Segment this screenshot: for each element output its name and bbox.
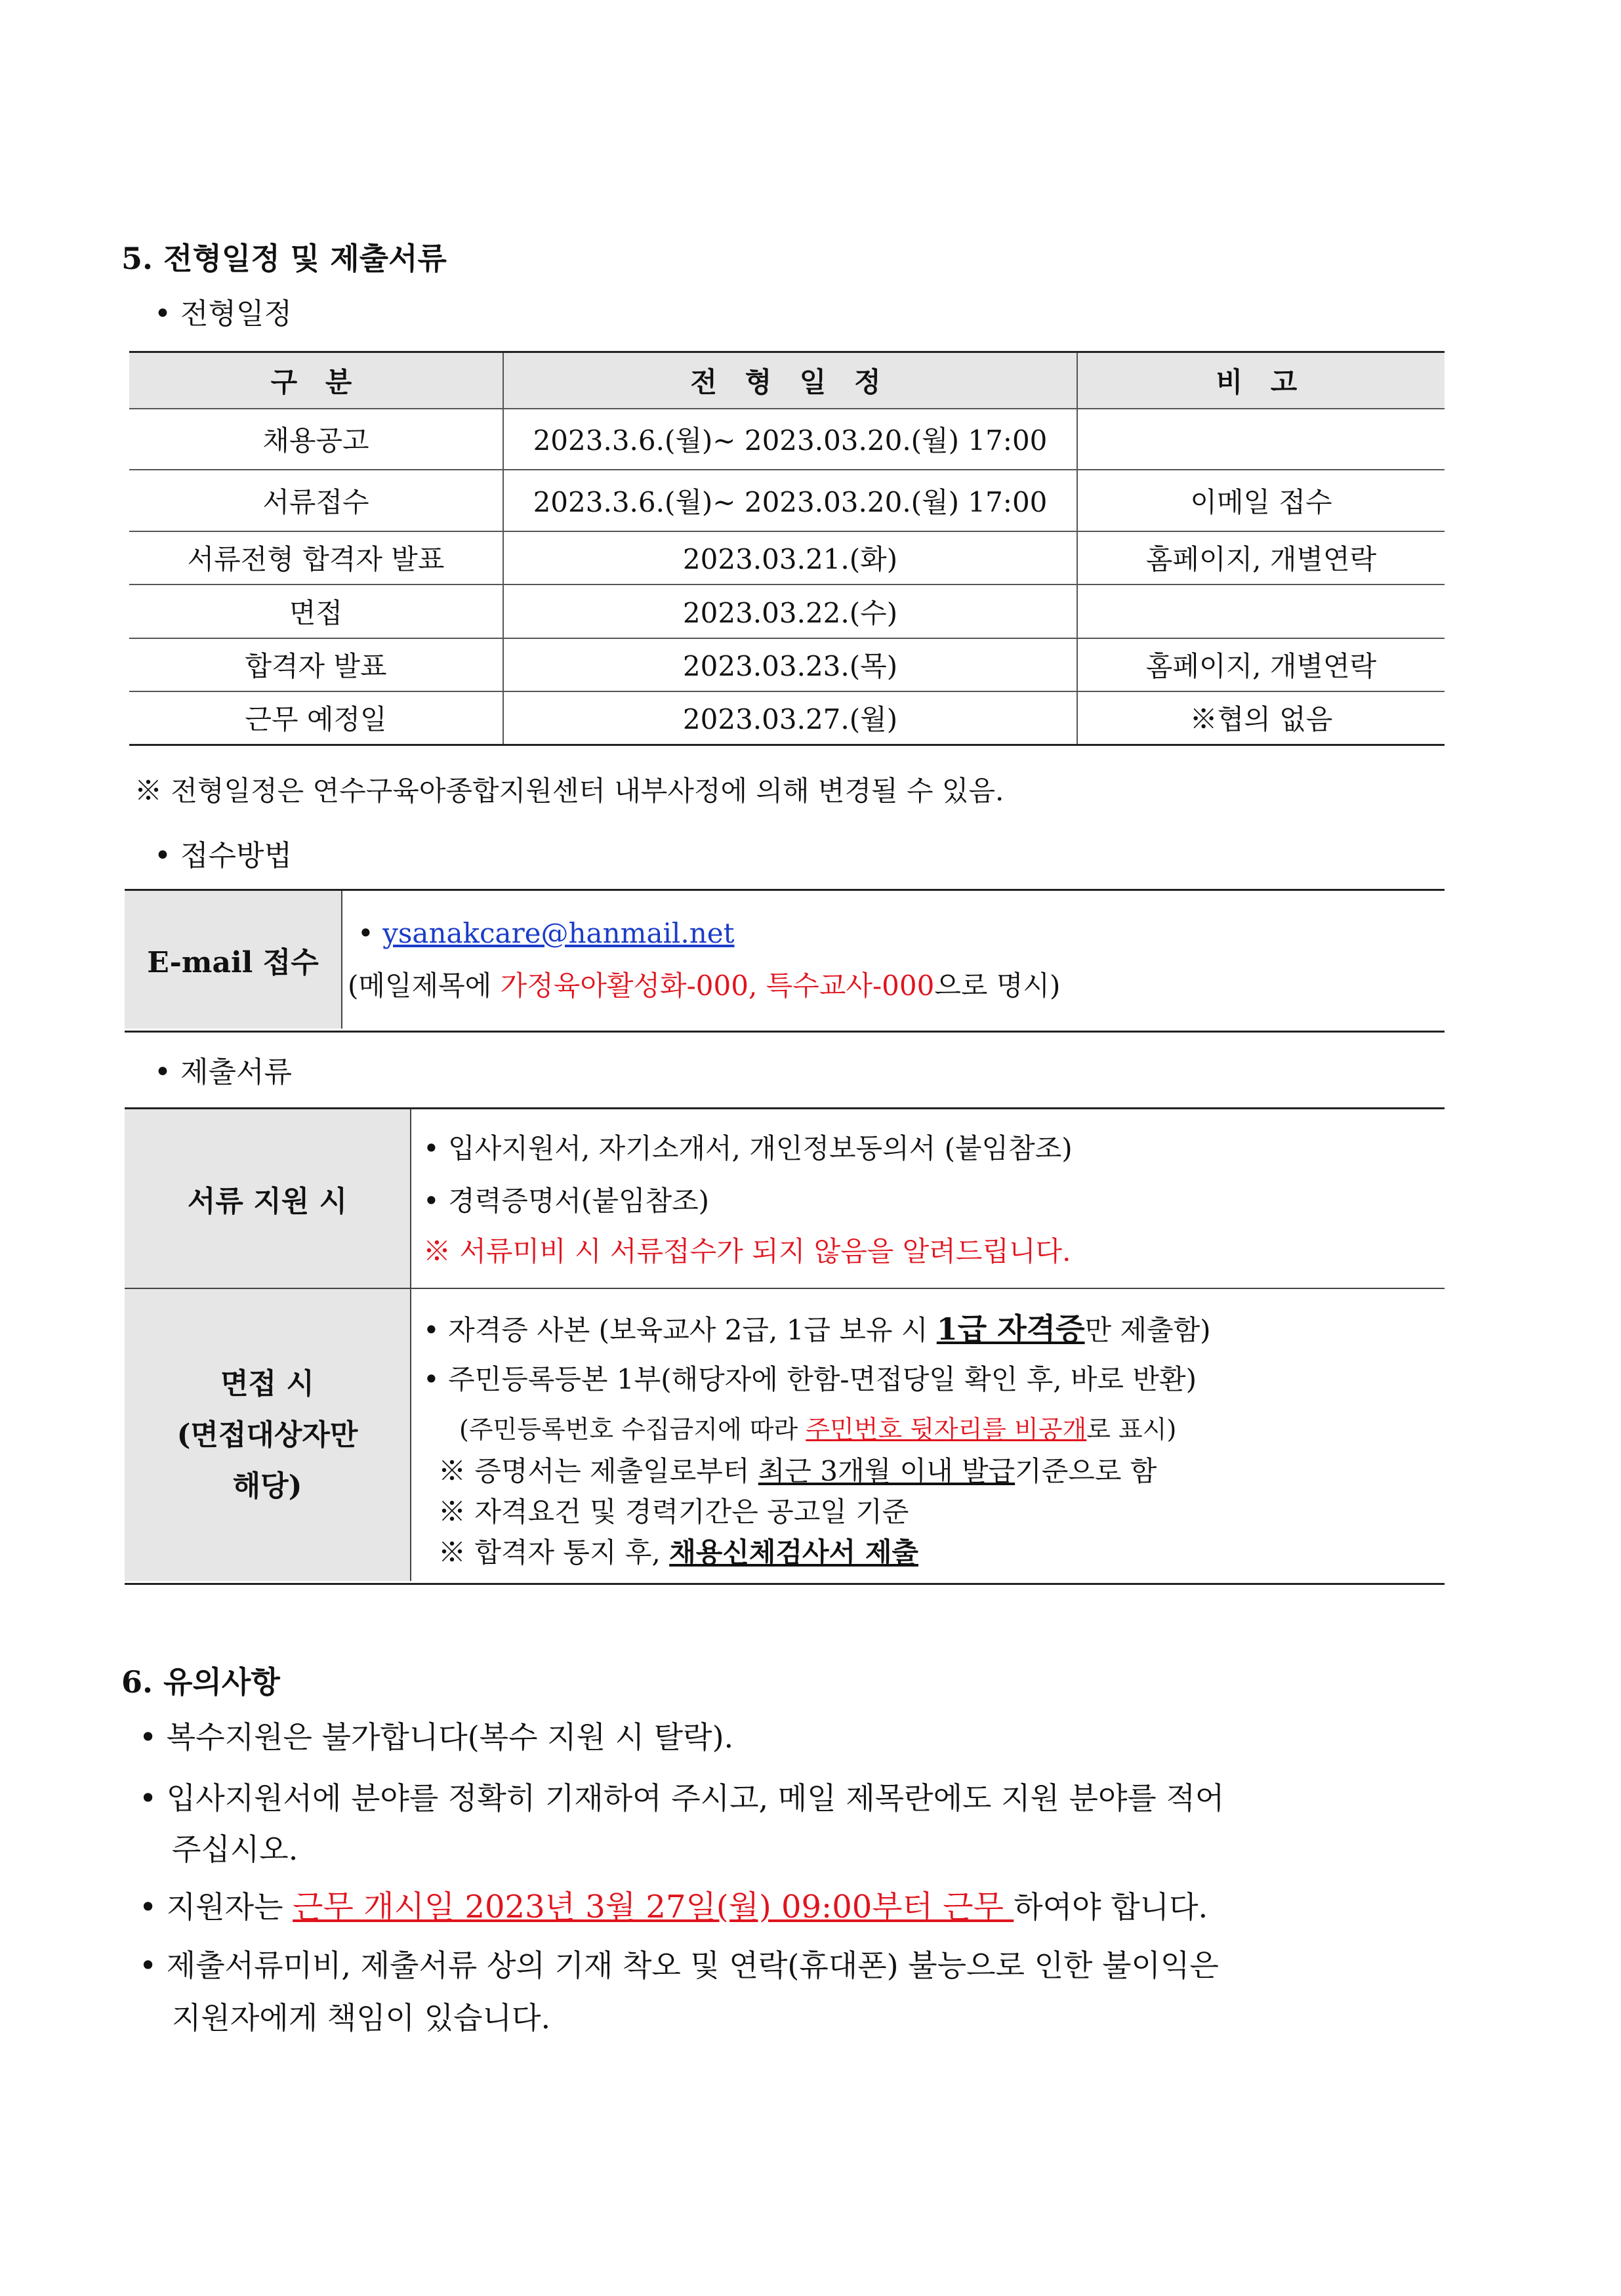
item-red: 주민번호 뒷자리를 비공개 <box>806 1415 1087 1444</box>
subject-red: 가정육아활성화-000, 특수교사-000 <box>500 970 935 1002</box>
row-category: 면접 <box>129 584 503 638</box>
item-suffix: 만 제출함) <box>1084 1314 1211 1346</box>
item-prefix: • 지원자는 <box>139 1889 293 1925</box>
table-row <box>129 470 1445 531</box>
doc-warning: ※ 서류미비 시 서류접수가 되지 않음을 알려드립니다. <box>423 1235 1071 1267</box>
header-schedule: 전 형 일 정 <box>503 352 1077 409</box>
interview-note <box>438 1531 918 1570</box>
row-category: 서류접수 <box>129 470 503 531</box>
interview-label-line: (면접대상자만 <box>176 1418 358 1452</box>
row-remarks <box>1077 584 1445 638</box>
item-suffix: 하여야 합니다. <box>1014 1889 1208 1925</box>
interview-item: • 주민등록등본 1부(해당자에 한함-면접당일 확인 후, 바로 반환) <box>423 1363 1197 1395</box>
email-link[interactable]: ysanakcare@hanmail.net <box>382 917 735 949</box>
section5-title: 5. 전형일정 및 제출서류 <box>121 241 447 276</box>
item-bold: 1급 자격증 <box>936 1311 1085 1347</box>
row-category: 서류전형 합격자 발표 <box>129 531 503 584</box>
interview-item <box>423 1305 1211 1349</box>
interview-label <box>125 1289 410 1581</box>
receipt-email-line <box>358 917 735 949</box>
section6-title: 6. 유의사항 <box>121 1664 280 1700</box>
interview-note: ※ 자격요건 및 경력기간은 공고일 기준 <box>438 1496 909 1528</box>
item-suffix: 로 표시) <box>1086 1415 1177 1444</box>
notice-item-cont: 지원자에게 책임이 있습니다. <box>172 2000 551 2036</box>
table-row <box>129 584 1445 638</box>
schedule-bullet: • 전형일정 <box>154 297 292 331</box>
item-red: 근무 개시일 2023년 3월 27일(월) 09:00부터 근무 <box>293 1889 1014 1925</box>
table-row <box>129 691 1445 745</box>
notice-item-cont: 주십시오. <box>172 1832 298 1867</box>
header-remarks: 비 고 <box>1077 352 1445 409</box>
interview-item <box>459 1409 1176 1445</box>
notice-item <box>139 1881 1208 1927</box>
receipt-subject-line <box>348 964 1060 1004</box>
item-prefix: • 자격증 사본 (보육교사 2급, 1급 보유 시 <box>423 1314 937 1346</box>
subject-suffix: 으로 명시) <box>934 970 1061 1002</box>
bullet: • <box>358 917 374 949</box>
schedule-note: ※ 전형일정은 연수구육아종합지원센터 내부사정에 의해 변경될 수 있음. <box>134 775 1004 807</box>
row-schedule: 2023.3.6.(월)~ 2023.03.20.(월) 17:00 <box>503 409 1077 470</box>
row-schedule: 2023.03.23.(목) <box>503 638 1077 691</box>
row-schedule: 2023.03.22.(수) <box>503 584 1077 638</box>
note-prefix: ※ 증명서는 제출일로부터 <box>438 1455 758 1487</box>
row-schedule: 2023.3.6.(월)~ 2023.03.20.(월) 17:00 <box>503 470 1077 531</box>
row-category: 근무 예정일 <box>129 691 503 745</box>
schedule-table <box>129 351 1445 746</box>
doc-item: • 입사지원서, 자기소개서, 개인정보동의서 (붙임참조) <box>423 1132 1073 1164</box>
note-prefix: ※ 합격자 통지 후, <box>438 1536 670 1568</box>
receipt-label: E-mail 접수 <box>125 891 341 1029</box>
table-row <box>129 409 1445 470</box>
row-remarks: 홈페이지, 개별연락 <box>1077 531 1445 584</box>
notice-item: • 복수지원은 불가합니다(복수 지원 시 탈락). <box>139 1719 734 1755</box>
doc-label: 서류 지원 시 <box>125 1109 410 1288</box>
docs-bullet: • 제출서류 <box>154 1056 292 1089</box>
doc-item: • 경력증명서(붙임참조) <box>423 1185 710 1217</box>
row-schedule: 2023.03.27.(월) <box>503 691 1077 745</box>
row-category: 채용공고 <box>129 409 503 470</box>
divider <box>341 891 342 1029</box>
notice-item: • 제출서류미비, 제출서류 상의 기재 착오 및 연락(휴대폰) 불능으로 인한 불이익은 <box>139 1948 1219 1983</box>
row-remarks <box>1077 409 1445 470</box>
row-category: 합격자 발표 <box>129 638 503 691</box>
receipt-bullet: • 접수방법 <box>154 839 292 872</box>
notice-item: • 입사지원서에 분야를 정확히 기재하여 주시고, 메일 제목란에도 지원 분야를 적어 <box>139 1780 1225 1816</box>
note-underlined: 최근 3개월 이내 발급 <box>758 1455 1016 1487</box>
schedule-header-row <box>129 352 1445 409</box>
note-suffix: 기준으로 함 <box>1015 1455 1157 1487</box>
row-remarks: ※협의 없음 <box>1077 691 1445 745</box>
subject-prefix: (메일제목에 <box>348 970 501 1002</box>
interview-note <box>438 1450 1157 1489</box>
header-category: 구 분 <box>129 352 503 409</box>
row-schedule: 2023.03.21.(화) <box>503 531 1077 584</box>
interview-label-line: 해당) <box>232 1469 302 1503</box>
divider <box>410 1109 411 1581</box>
table-row <box>129 638 1445 691</box>
row-remarks: 이메일 접수 <box>1077 470 1445 531</box>
note-underlined: 채용신체검사서 제출 <box>669 1536 918 1568</box>
interview-label-line: 면접 시 <box>220 1366 314 1401</box>
table-row <box>129 531 1445 584</box>
row-remarks: 홈페이지, 개별연락 <box>1077 638 1445 691</box>
item-prefix: (주민등록번호 수집금지에 따라 <box>459 1415 806 1444</box>
